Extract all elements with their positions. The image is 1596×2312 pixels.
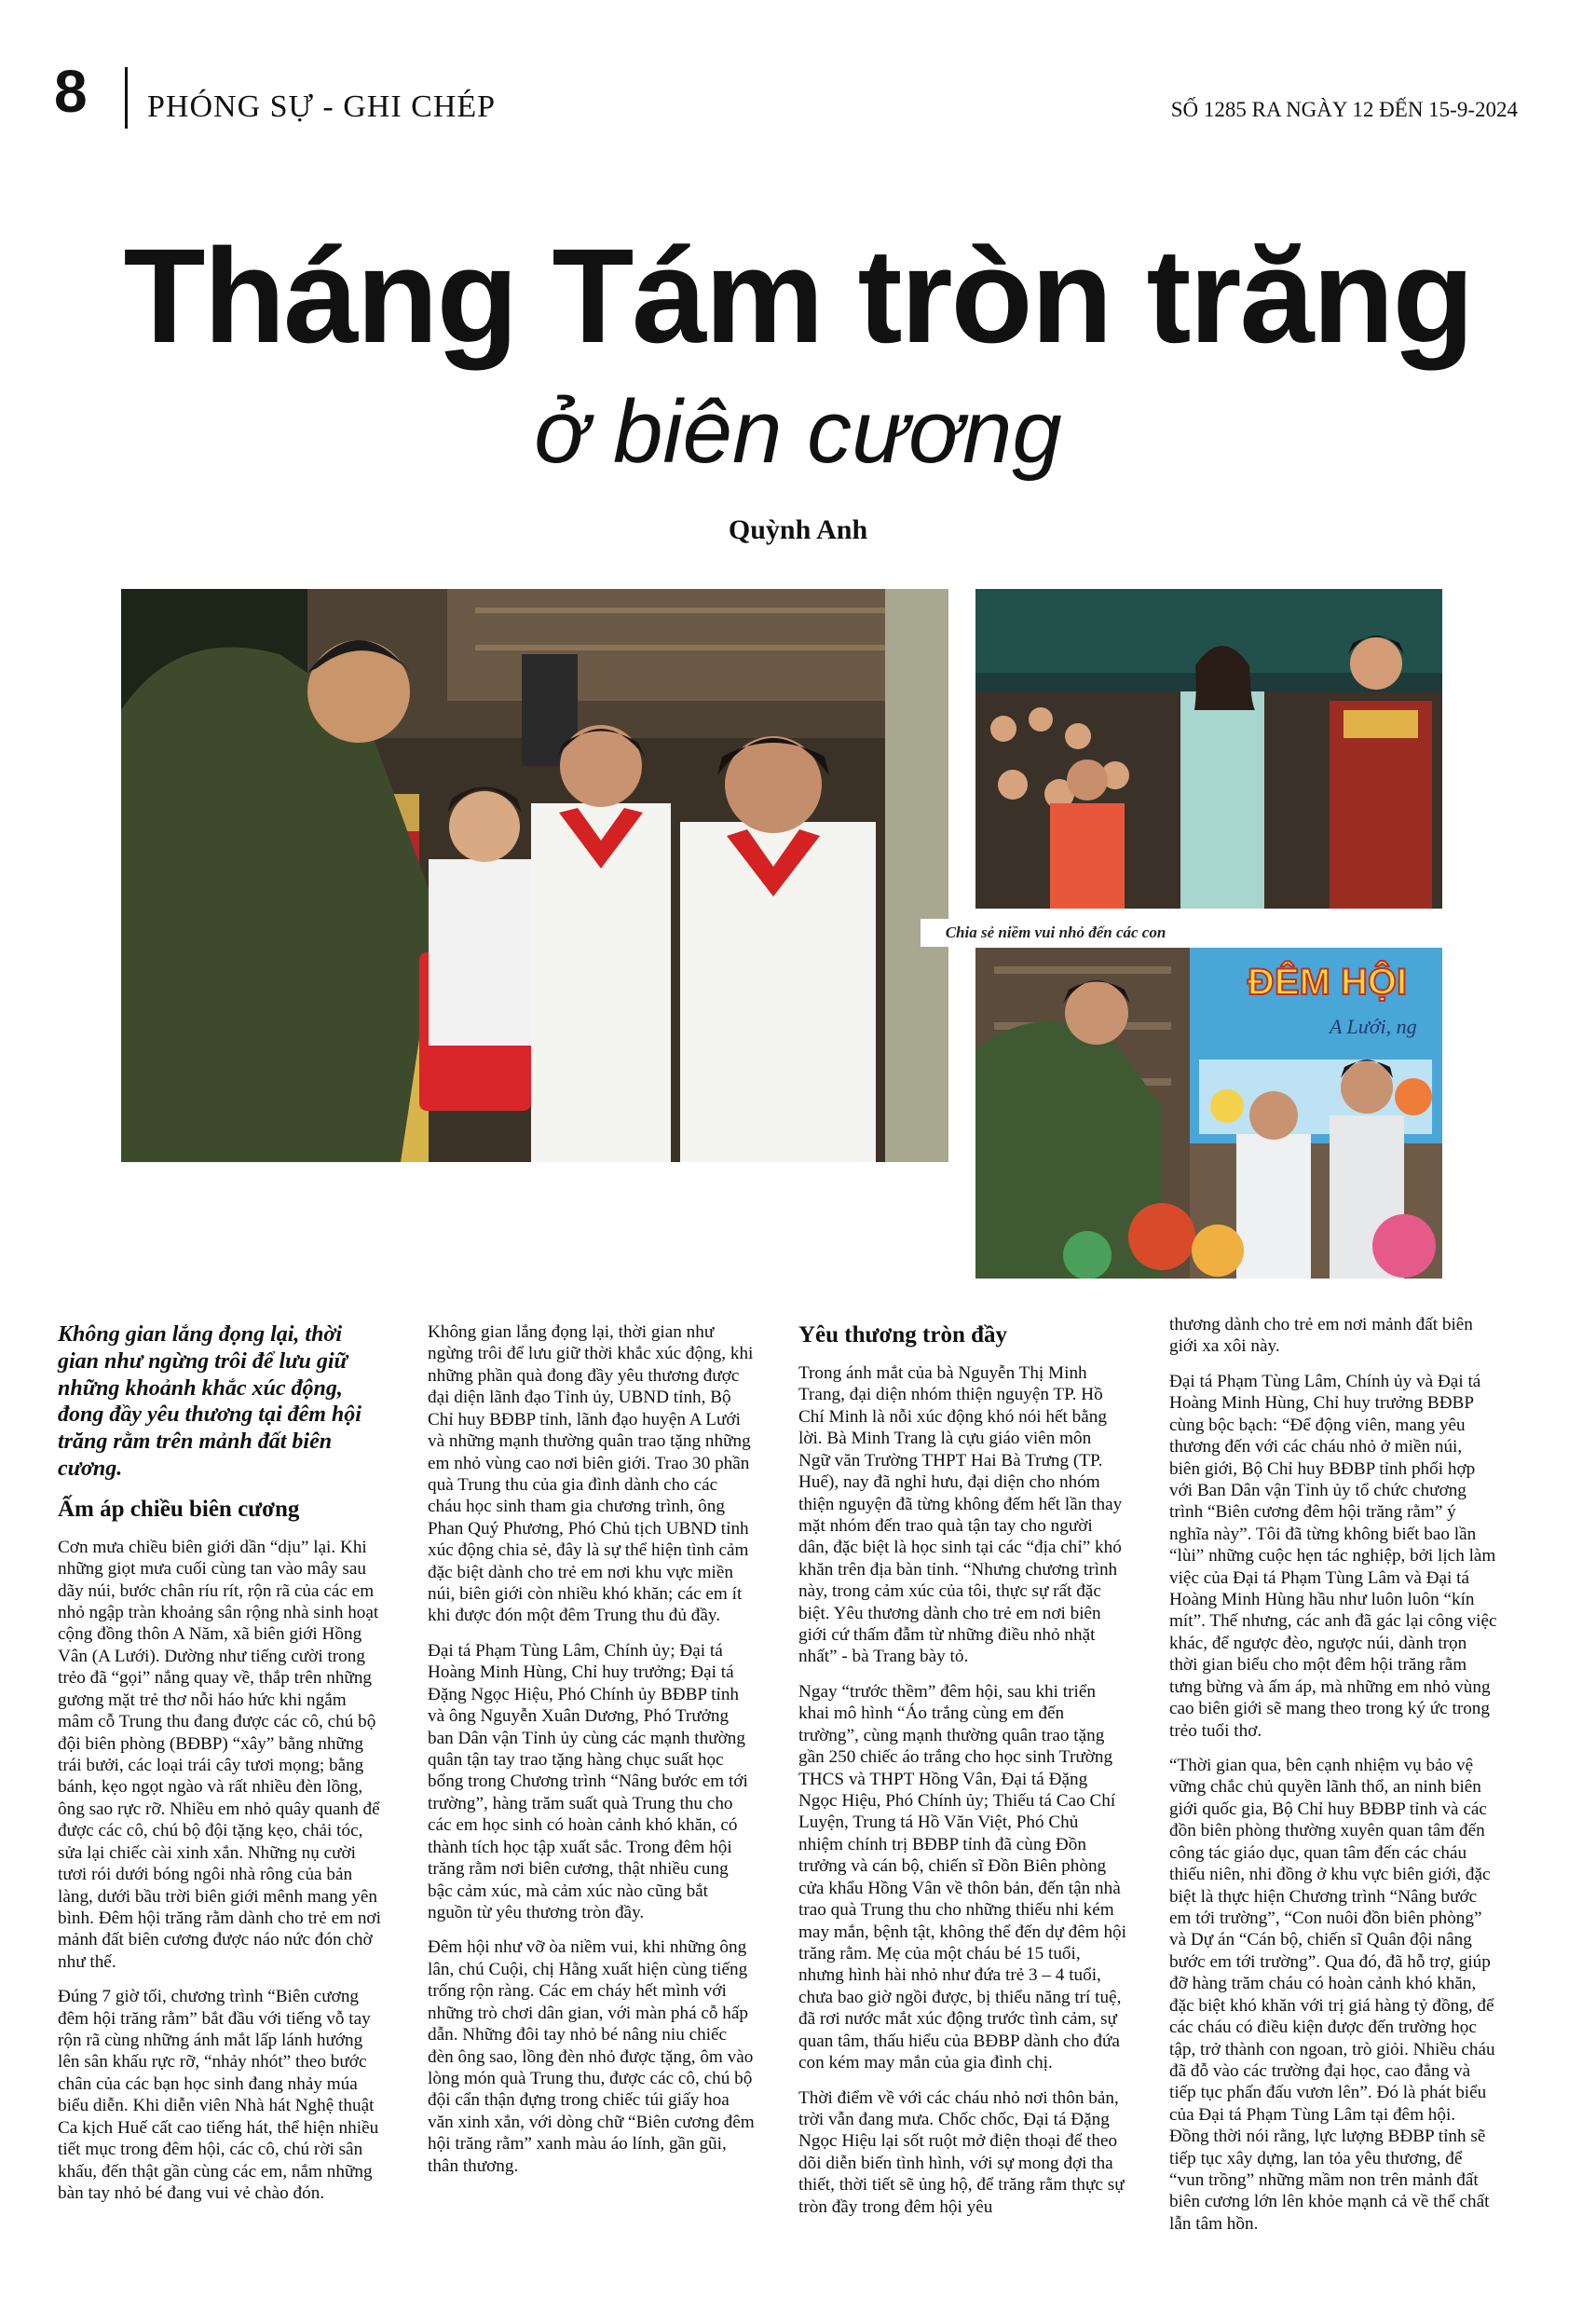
article-subtitle: ở biên cương (534, 382, 1062, 482)
article-title: Tháng Tám tròn trăng (123, 221, 1473, 371)
paragraph: Đại tá Phạm Tùng Lâm, Chính ủy; Đại tá Hoàng Minh Hùng, Chỉ huy trưởng; Đại tá Đặng Ngọc Hiệu, Phó Chính ủy BĐBP tỉnh và ông Nguyễn Xuân Dương, Phó Trưởng ban Dân vận Tỉnh ủy cùng các mạnh thường quân tận tay trao tặng hàng chục suất học bổng trong Chương trình “Nâng bước em tới trường”, hàng trăm suất quà Trung thu cho các em học sinh có hoàn cảnh khó khăn, có thành tích học tập xuất sắc. Trong đêm hội trăng rằm nơi biên cương, thật nhiều cung bậc cảm xúc, mà cảm xúc nào cũng bắt nguồn từ yêu thương tròn đầy. (428, 1640, 748, 1922)
page-number: 8 (54, 58, 88, 125)
column-2 (428, 1321, 756, 2190)
column-3 (798, 1321, 1126, 2231)
banner-subtitle: A Lưới, ng (1330, 1015, 1417, 1038)
section-heading-1: Ấm áp chiều biên cương (58, 1496, 300, 1522)
paragraph: thương dành cho trẻ em nơi mảnh đất biên giới xa xôi này. (1169, 1315, 1473, 1357)
photo-gift-giving (121, 589, 948, 1162)
section-label: PHÓNG SỰ - GHI CHÉP (147, 89, 497, 124)
column-1 (58, 1321, 386, 2217)
photo-singers (975, 589, 1442, 909)
header-divider (125, 67, 128, 129)
photo-officer-children (975, 948, 1442, 1279)
paragraph: Đại tá Phạm Tùng Lâm, Chính ủy và Đại tá Hoàng Minh Hùng, Chỉ huy trưởng BĐBP cùng bộc bạch: “Để động viên, mang yêu thương đến với các cháu nhỏ ở miền núi, biên giới, Bộ Chỉ huy BĐBP tỉnh phối hợp với Ban Dân vận Tỉnh ủy tổ chức chương trình “Biên cương đêm hội trăng rằm” ý nghĩa này”. Tôi đã từng không biết bao lần “lùi” những cuộc hẹn tác nghiệp, bởi lịch làm việc của Đại tá Phạm Tùng Lâm và Đại tá Hoàng Minh Hùng hầu như luôn luôn “kín mít”. Thế nhưng, các anh đã gác lại công việc khác, để ngược đèo, ngược núi, dành trọn thời gian biểu cho một đêm hội trăng rằm tưng bừng và ấm áp, mà những em nhỏ vùng cao biên giới sẽ mang theo trong ký ức trong trẻo tuổi thơ. (1169, 1371, 1497, 1741)
paragraph: Đúng 7 giờ tối, chương trình “Biên cương đêm hội trăng rằm” bắt đầu với tiếng vỗ tay rộn rã cùng những ánh mắt lấp lánh hướng lên sân khấu rực rỡ, “nhảy nhót” theo bước chân của các bạn học sinh đang nhảy múa biểu diễn. Khi diễn viên Nhà hát Nghệ thuật Ca kịch Huế cất cao tiếng hát, thể hiện nhiều tiết mục trong đêm hội, các cô, chú rời sân khấu, đến thật gần cùng các em, nắm những bàn tay nhỏ bé đang vui vẻ chào đón. (58, 1987, 379, 2204)
paragraph: Thời điểm về với các cháu nhỏ nơi thôn bản, trời vẫn đang mưa. Chốc chốc, Đại tá Đặng Ngọc Hiệu lại sốt ruột mở điện thoại để theo dõi diễn biến tình hình, với sự mong đợi tha thiết, thời tiết sẽ ủng hộ, để trăng rằm thực sự tròn đầy trong đêm hội yêu (798, 2087, 1125, 2217)
paragraph: Không gian lắng đọng lại, thời gian như ngừng trôi để lưu giữ thời khắc xúc động, khi những phần quà đong đầy yêu thương được đại diện lãnh đạo Tỉnh ủy, UBND tỉnh, Bộ Chỉ huy BĐBP tỉnh, lãnh đạo huyện A Lưới và những mạnh thường quân trao tặng những em nhỏ vùng cao nơi biên giới. Trao 30 phần quà Trung thu của gia đình dành cho các cháu học sinh tham gia chương trình, ông Phan Quý Phương, Phó Chủ tịch UBND tỉnh xúc động chia sẻ, đây là sự thể hiện tình cảm đặc biệt dành cho trẻ em nơi khu vực miền núi, biên giới còn nhiều khó khăn; các em ít khi được đón một đêm Trung thu đủ đầy. (428, 1322, 754, 1626)
lead-paragraph: Không gian lắng đọng lại, thời gian như ngừng trôi để lưu giữ những khoảnh khắc xúc động, đong đầy yêu thương tại đêm hội trăng rằm trên mảnh đất biên cương. (58, 1322, 361, 1481)
banner-title: ĐÊM HỘI (1248, 962, 1408, 1003)
paragraph: Trong ánh mắt của bà Nguyễn Thị Minh Trang, đại diện nhóm thiện nguyện TP. Hồ Chí Minh là nỗi xúc động khó nói hết bằng lời. Bà Minh Trang là cựu giáo viên môn Ngữ văn Trường THPT Hai Bà Trưng (TP. Huế), nay đã nghỉ hưu, đại diện cho nhóm thiện nguyện đã từng không đếm hết lần thay mặt nhóm đến trao quà tận tay cho người dân, đặc biệt là học sinh tại các “địa chỉ” khó khăn trên địa bàn tỉnh. “Nhưng chương trình này, trong cảm xúc của tôi, thực sự rất đặc biệt. Yêu thương dành cho trẻ em nơi biên giới cứ thấm đẫm từ những điều nhỏ nhặt nhất” - bà Trang bày tỏ. (798, 1363, 1123, 1667)
issue-info: SỐ 1285 RA NGÀY 12 ĐẾN 15-9-2024 (1170, 98, 1518, 121)
section-heading-2: Yêu thương tròn đầy (798, 1322, 1008, 1348)
paragraph: Cơn mưa chiều biên giới dần “dịu” lại. Khi những giọt mưa cuối cùng tan vào mây sau dãy núi, bước chân ríu rít, rộn rã của các em nhỏ ngập tràn khoảng sân rộng nhà sinh hoạt cộng đồng thôn A Năm, xã biên giới Hồng Vân (A Lưới). Dường như tiếng cười trong trẻo đã “gọi” nắng quay về, thắp trên những gương mặt trẻ thơ nỗi háo hức khi ngắm mâm cỗ Trung thu đang được các cô, chú bộ đội biên phòng (BĐBP) “xây” bằng những trái bưởi, các loại trái cây tươi mọng; bằng bánh, kẹo ngọt ngào và rất nhiều đèn lồng, ông sao rực rỡ. Nhiều em nhỏ quây quanh để được các cô, chú bộ đội tặng kẹo, chải tóc, sửa lại chiếc cài xinh xắn. Những nụ cười tươi rói dưới bóng ngôi nhà rông của bản làng, dưới bầu trời biên giới mênh mang yên bình. Đêm hội trăng rằm dành cho trẻ em nơi mảnh đất biên cương được náo nức đón chờ như thế. (58, 1537, 381, 1972)
paragraph: Ngay “trước thềm” đêm hội, sau khi triển khai mô hình “Áo trắng cùng em đến trường”, cùng mạnh thường quân trao tặng gần 250 chiếc áo trắng cho học sinh Trường THCS và THPT Hồng Vân, Đại tá Đặng Ngọc Hiệu, Phó Chính ủy; Thiếu tá Cao Chí Luyện, Trung tá Hồ Văn Việt, Phó Chủ nhiệm chính trị BĐBP tỉnh đã cùng Đồn trưởng và cán bộ, chiến sĩ Đồn Biên phòng cửa khẩu Hồng Vân về thôn bản, đến tận nhà trao quà Trung thu cho những thiếu nhi kém may mắn, bệnh tật, không thể đến dự đêm hội trăng rằm. Mẹ của một cháu bé 15 tuổi, nhưng hình hài nhỏ như đứa trẻ 3 – 4 tuổi, chưa bao giờ ngồi được, bị thiểu năng trí tuệ, đã rơi nước mắt xúc động trước tình cảm, sự quan tâm, thấu hiểu của BĐBP dành cho đứa con kém may mắn của gia đình chị. (798, 1681, 1126, 2073)
paragraph: Đêm hội như vỡ òa niềm vui, khi những ông lân, chú Cuội, chị Hằng xuất hiện cùng tiếng trống rộn ràng. Các em cháy hết mình với những trò chơi dân gian, với màn phá cỗ hấp dẫn. Những đôi tay nhỏ bé nâng niu chiếc đèn ông sao, lồng đèn nhỏ được tặng, ôm vào lòng món quà Trung thu, được các cô, chú bộ đội cẩn thận đựng trong chiếc túi giấy hoa văn xinh xắn, với dòng chữ “Biên cương đêm hội trăng rằm” xanh màu áo lính, gần gũi, thân thương. (428, 1937, 755, 2176)
paragraph: “Thời gian qua, bên cạnh nhiệm vụ bảo vệ vững chắc chủ quyền lãnh thổ, an ninh biên giới quốc gia, Bộ Chỉ huy BĐBP tỉnh và các đồn biên phòng thường xuyên quan tâm đến công tác giáo dục, quan tâm đến các cháu thiếu niên, nhi đồng ở khu vực biên giới, đặc biệt là thực hiện Chương trình “Nâng bước em tới trường”, “Con nuôi đồn biên phòng” và Dự án “Cán bộ, chiến sĩ Quân đội nâng bước em tới trường”. Qua đó, đã hỗ trợ, giúp đỡ hàng trăm cháu có hoàn cảnh khó khăn, đặc biệt khó khăn với trị giá hàng tỷ đồng, để các cháu có điều kiện được đến trường học tập, trở thành con ngoan, trò giỏi. Nhiều cháu đã đỗ vào các trường đại học, cao đẳng và tiếp tục phấn đấu vươn lên”. Đó là phát biểu của Đại tá Phạm Tùng Lâm tại đêm hội. Đồng thời nói rằng, lực lượng BĐBP tỉnh sẽ tiếp tục xây dựng, lan tỏa yêu thương, để “vun trồng” những mầm non trên mảnh đất biên cương lớn lên khỏe mạnh cả về thể chất lẫn tâm hồn. (1169, 1756, 1495, 2234)
column-4 (1169, 1314, 1497, 2248)
photo-caption: Chia sẻ niềm vui nhỏ đến các con (921, 919, 1191, 947)
article-author: Quỳnh Anh (728, 514, 868, 545)
